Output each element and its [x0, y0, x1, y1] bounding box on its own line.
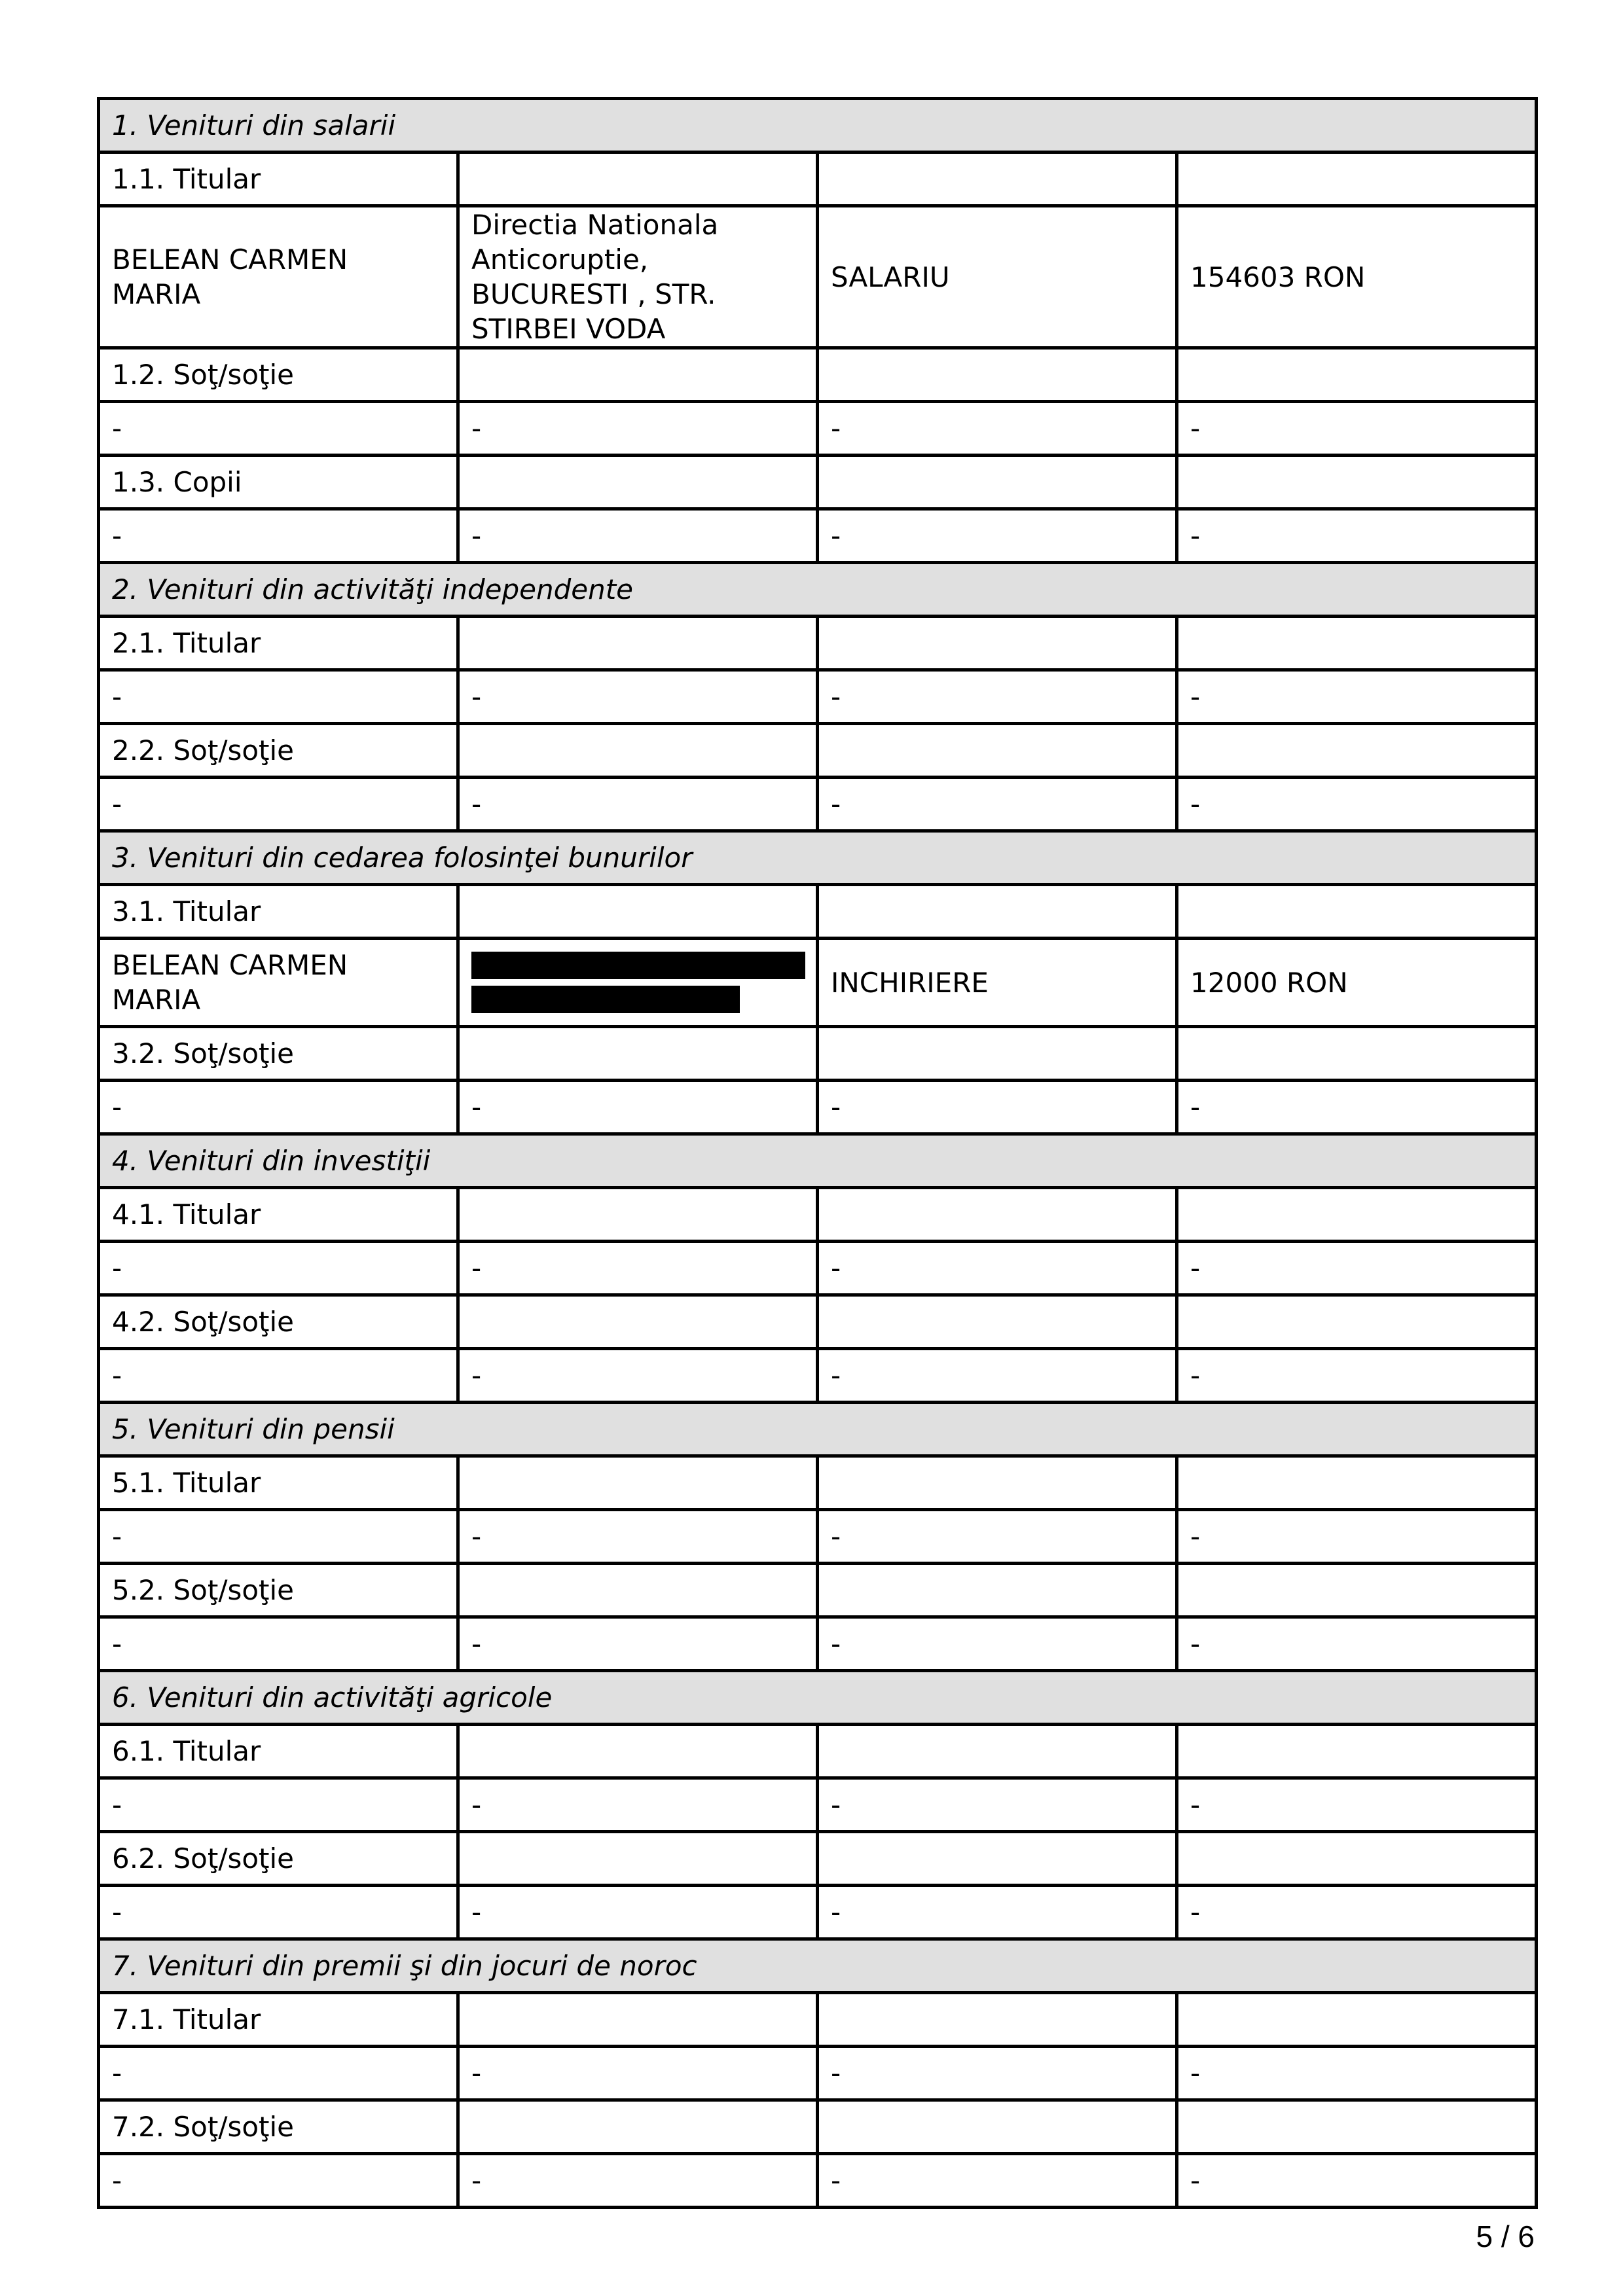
section-title: 5. Venituri din pensii — [99, 1403, 1537, 1456]
empty-cell — [818, 1188, 1177, 1242]
empty-cell — [458, 885, 818, 939]
group-label: 4.2. Soţ/soţie — [99, 1295, 458, 1349]
table-cell: - — [458, 1349, 818, 1403]
section-title: 3. Venituri din cedarea folosinţei bunurilor — [99, 831, 1537, 885]
empty-cell — [818, 1725, 1177, 1778]
group-label: 4.1. Titular — [99, 1188, 458, 1242]
group-label: 3.2. Soţ/soţie — [99, 1027, 458, 1081]
empty-cell — [818, 152, 1177, 206]
section-header-row — [99, 99, 1537, 152]
group-label: 1.2. Soţ/soţie — [99, 348, 458, 402]
group-label-row — [99, 1295, 1537, 1349]
table-cell: - — [818, 778, 1177, 831]
empty-cell — [1177, 1027, 1537, 1081]
table-cell: - — [818, 402, 1177, 456]
table-cell: - — [458, 670, 818, 724]
section-title: 1. Venituri din salarii — [99, 99, 1537, 152]
table-cell: - — [99, 778, 458, 831]
group-label-row — [99, 724, 1537, 778]
group-label-row — [99, 1832, 1537, 1886]
table-cell: BELEAN CARMEN MARIA — [99, 939, 458, 1027]
table-cell: - — [818, 1242, 1177, 1295]
empty-cell — [818, 1564, 1177, 1617]
table-cell: - — [458, 509, 818, 563]
table-row — [99, 1886, 1537, 1939]
empty-cell — [458, 724, 818, 778]
empty-cell — [1177, 1295, 1537, 1349]
section-title: 4. Venituri din investiţii — [99, 1134, 1537, 1188]
group-label: 1.3. Copii — [99, 456, 458, 509]
group-label-row — [99, 1564, 1537, 1617]
table-cell: - — [1177, 1242, 1537, 1295]
table-cell: - — [818, 2047, 1177, 2100]
table-cell: - — [458, 1081, 818, 1134]
table-row — [99, 939, 1537, 1027]
empty-cell — [1177, 617, 1537, 670]
table-cell: - — [99, 1242, 458, 1295]
empty-cell — [818, 2100, 1177, 2154]
table-cell: - — [99, 2047, 458, 2100]
table-cell: - — [818, 1617, 1177, 1671]
empty-cell — [458, 1832, 818, 1886]
table-cell: - — [818, 509, 1177, 563]
group-label-row — [99, 152, 1537, 206]
empty-cell — [818, 724, 1177, 778]
empty-cell — [818, 885, 1177, 939]
empty-cell — [458, 1993, 818, 2047]
table-cell: - — [458, 402, 818, 456]
empty-cell — [458, 1725, 818, 1778]
empty-cell — [458, 2100, 818, 2154]
table-row — [99, 778, 1537, 831]
group-label: 7.1. Titular — [99, 1993, 458, 2047]
table-cell: - — [818, 2154, 1177, 2208]
table-row — [99, 1617, 1537, 1671]
table-cell: - — [99, 2154, 458, 2208]
table-cell: - — [818, 1886, 1177, 1939]
section-header-row — [99, 1134, 1537, 1188]
group-label-row — [99, 348, 1537, 402]
empty-cell — [1177, 1993, 1537, 2047]
empty-cell — [1177, 885, 1537, 939]
table-cell: - — [1177, 1617, 1537, 1671]
group-label-row — [99, 617, 1537, 670]
empty-cell — [1177, 2100, 1537, 2154]
table-cell: - — [1177, 1778, 1537, 1832]
table-cell: - — [99, 670, 458, 724]
empty-cell — [818, 1456, 1177, 1510]
group-label-row — [99, 1993, 1537, 2047]
table-cell: - — [458, 778, 818, 831]
group-label: 6.2. Soţ/soţie — [99, 1832, 458, 1886]
table-cell: - — [818, 670, 1177, 724]
redacted-cell — [458, 939, 818, 1027]
table-cell: - — [99, 402, 458, 456]
empty-cell — [1177, 1832, 1537, 1886]
group-label-row — [99, 456, 1537, 509]
table-row — [99, 2047, 1537, 2100]
table-cell: - — [458, 1510, 818, 1564]
table-row — [99, 1242, 1537, 1295]
group-label: 1.1. Titular — [99, 152, 458, 206]
income-declaration-table — [97, 97, 1538, 2209]
table-cell: - — [1177, 2047, 1537, 2100]
group-label-row — [99, 1188, 1537, 1242]
section-header-row — [99, 1403, 1537, 1456]
section-title: 2. Venituri din activităţi independente — [99, 563, 1537, 617]
group-label: 7.2. Soţ/soţie — [99, 2100, 458, 2154]
table-cell: - — [818, 1081, 1177, 1134]
table-cell: - — [458, 1886, 818, 1939]
table-cell: - — [458, 2047, 818, 2100]
table-cell: - — [458, 1617, 818, 1671]
table-cell: 154603 RON — [1177, 206, 1537, 348]
empty-cell — [458, 456, 818, 509]
table-cell: Directia Nationala Anticoruptie, BUCURESTI , STR. STIRBEI VODA — [458, 206, 818, 348]
table-cell: - — [818, 1510, 1177, 1564]
table-row — [99, 509, 1537, 563]
group-label: 5.2. Soţ/soţie — [99, 1564, 458, 1617]
section-title: 6. Venituri din activităţi agricole — [99, 1671, 1537, 1725]
empty-cell — [458, 1188, 818, 1242]
table-cell: - — [99, 1081, 458, 1134]
section-header-row — [99, 1939, 1537, 1993]
empty-cell — [458, 152, 818, 206]
section-title: 7. Venituri din premii şi din jocuri de noroc — [99, 1939, 1537, 1993]
table-row — [99, 206, 1537, 348]
redaction-bar — [471, 952, 805, 979]
table-cell: - — [1177, 1081, 1537, 1134]
empty-cell — [1177, 1564, 1537, 1617]
group-label-row — [99, 1456, 1537, 1510]
table-cell: - — [99, 509, 458, 563]
empty-cell — [818, 1993, 1177, 2047]
empty-cell — [458, 1564, 818, 1617]
table-row — [99, 1510, 1537, 1564]
empty-cell — [458, 1456, 818, 1510]
section-header-row — [99, 1671, 1537, 1725]
table-cell: - — [458, 2154, 818, 2208]
group-label-row — [99, 1027, 1537, 1081]
empty-cell — [818, 617, 1177, 670]
empty-cell — [458, 617, 818, 670]
table-cell: 12000 RON — [1177, 939, 1537, 1027]
empty-cell — [1177, 1188, 1537, 1242]
section-header-row — [99, 563, 1537, 617]
empty-cell — [1177, 152, 1537, 206]
group-label-row — [99, 1725, 1537, 1778]
group-label-row — [99, 885, 1537, 939]
empty-cell — [458, 348, 818, 402]
group-label: 2.1. Titular — [99, 617, 458, 670]
table-cell: - — [1177, 509, 1537, 563]
empty-cell — [458, 1295, 818, 1349]
group-label: 2.2. Soţ/soţie — [99, 724, 458, 778]
empty-cell — [818, 1832, 1177, 1886]
table-cell: - — [1177, 778, 1537, 831]
table-cell: - — [818, 1778, 1177, 1832]
table-cell: - — [99, 1349, 458, 1403]
table-row — [99, 670, 1537, 724]
table-row — [99, 1081, 1537, 1134]
empty-cell — [818, 456, 1177, 509]
table-cell: - — [458, 1242, 818, 1295]
empty-cell — [818, 348, 1177, 402]
table-row — [99, 402, 1537, 456]
table-cell: INCHIRIERE — [818, 939, 1177, 1027]
empty-cell — [1177, 1456, 1537, 1510]
table-cell: - — [818, 1349, 1177, 1403]
empty-cell — [1177, 1725, 1537, 1778]
group-label-row — [99, 2100, 1537, 2154]
table-row — [99, 2154, 1537, 2208]
table-cell: - — [99, 1617, 458, 1671]
table-cell: - — [1177, 402, 1537, 456]
table-cell: SALARIU — [818, 206, 1177, 348]
table-cell: - — [99, 1510, 458, 1564]
table-row — [99, 1778, 1537, 1832]
empty-cell — [458, 1027, 818, 1081]
section-header-row — [99, 831, 1537, 885]
redaction-bar — [471, 986, 740, 1013]
group-label: 5.1. Titular — [99, 1456, 458, 1510]
table-cell: - — [99, 1778, 458, 1832]
table-row — [99, 1349, 1537, 1403]
table-cell: - — [1177, 1886, 1537, 1939]
table-cell: - — [1177, 1510, 1537, 1564]
page-number: 5 / 6 — [1476, 2219, 1535, 2253]
table-cell: - — [458, 1778, 818, 1832]
empty-cell — [818, 1295, 1177, 1349]
empty-cell — [1177, 724, 1537, 778]
group-label: 6.1. Titular — [99, 1725, 458, 1778]
empty-cell — [818, 1027, 1177, 1081]
table-cell: - — [1177, 670, 1537, 724]
table-cell: - — [1177, 1349, 1537, 1403]
table-cell: - — [99, 1886, 458, 1939]
group-label: 3.1. Titular — [99, 885, 458, 939]
table-cell: - — [1177, 2154, 1537, 2208]
empty-cell — [1177, 456, 1537, 509]
table-cell: BELEAN CARMEN MARIA — [99, 206, 458, 348]
empty-cell — [1177, 348, 1537, 402]
